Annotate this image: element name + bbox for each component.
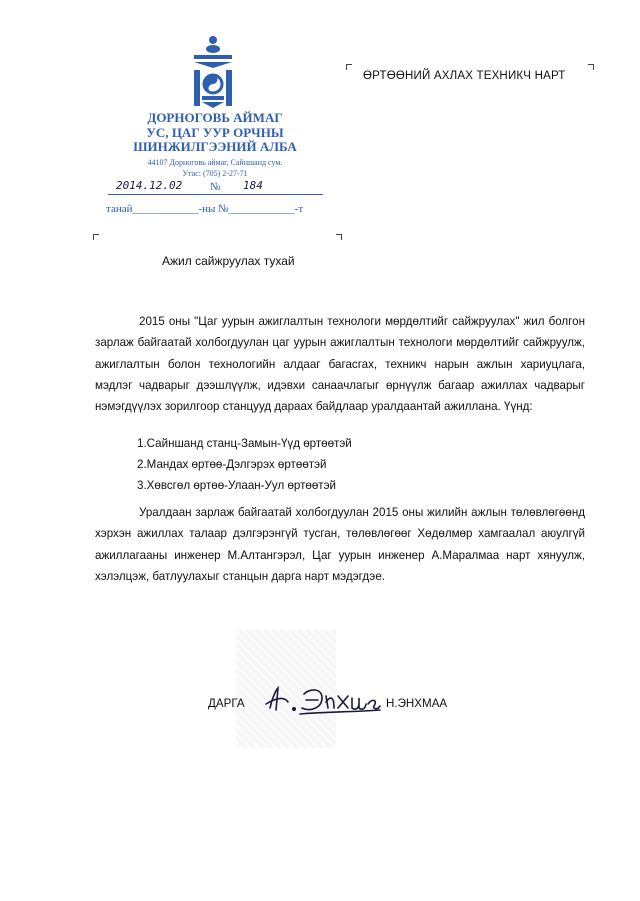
registration-number: 184	[243, 179, 263, 192]
org-name	[110, 111, 320, 155]
soyombo-emblem-icon	[190, 32, 236, 110]
recipient-corner-mark	[588, 64, 594, 70]
recipient: ӨРТӨӨНИЙ АХЛАХ ТЕХНИКЧ НАРТ	[363, 70, 566, 82]
signatory-title: ДАРГА	[208, 697, 245, 710]
org-phone: Утас: (705) 2-27-71	[182, 169, 248, 178]
handwritten-signature-icon	[262, 680, 382, 720]
body-paragraph-2: Уралдаан зарлаж байгаатай холбогдуулан 2015 оны жилийн ажлын төлөвлөгөөнд хэрхэн ажиллах талаар дэлгэрэнгүй тусган, төлөвлөгөөг Хөдөлмөр хамгаалал аюулгүй ажиллагааны инженер М.Алтангэрэл, Цаг уурын инженер А.Маралмаа нарт хянуулж, хэлэлцэж, батлуулахыг станцын дарга нарт мэдэгдэе.	[95, 506, 585, 583]
subject: Ажил сайжруулах тухай	[162, 254, 295, 268]
subject-corner-mark	[336, 234, 342, 240]
body-paragraph-1: 2015 оны "Цаг уурын ажиглалтын технологи мөрдөлтийг сайжруулах" жил болгон зарлаж байгаатай холбогдуулан цаг уурын ажиглалтын технологи мөрдөлтийг сайжруулж, ажиглалтын болон технологийн алдааг багасгах, техникч нарын ажлын хариуцлага, мэдлэг чадварыг дээшлүүлж, идэвхи санаачлагыг өрнүүлж багаар ажиллах чадварыг нэмэгдүүлэх зорилгоор станцууд дараах байдлаар уралдаантай ажиллана. Үүнд:	[95, 315, 585, 414]
org-name-line2: УС, ЦАГ УУР ОРЧНЫ	[146, 124, 284, 140]
org-name-line3: ШИНЖИЛГЭЭНИЙ АЛБА	[133, 139, 297, 154]
signatory-name: Н.ЭНХМАА	[386, 697, 448, 710]
list-item: 2.Мандах өртөө-Дэлгэрэх өртөөтэй	[137, 458, 327, 471]
list-item: 1.Сайншанд станц-Замын-Үүд өртөөтэй	[137, 437, 352, 450]
subject-corner-mark	[93, 234, 99, 240]
registration-date: 2014.12.02	[116, 179, 183, 192]
registration-line	[108, 181, 323, 195]
registration-number-label: №	[210, 181, 221, 193]
recipient-corner-mark	[346, 64, 352, 70]
list-item: 3.Хөвсгөл өртөө-Улаан-Уул өртөөтэй	[137, 479, 337, 492]
reference-line: танай____________-ны №____________-т	[106, 203, 304, 215]
org-name-line1: ДОРНОГОВЬ АЙМАГ	[147, 110, 283, 125]
org-address: 44107 Дорноговь аймаг, Сайншанд сум.	[147, 158, 283, 167]
